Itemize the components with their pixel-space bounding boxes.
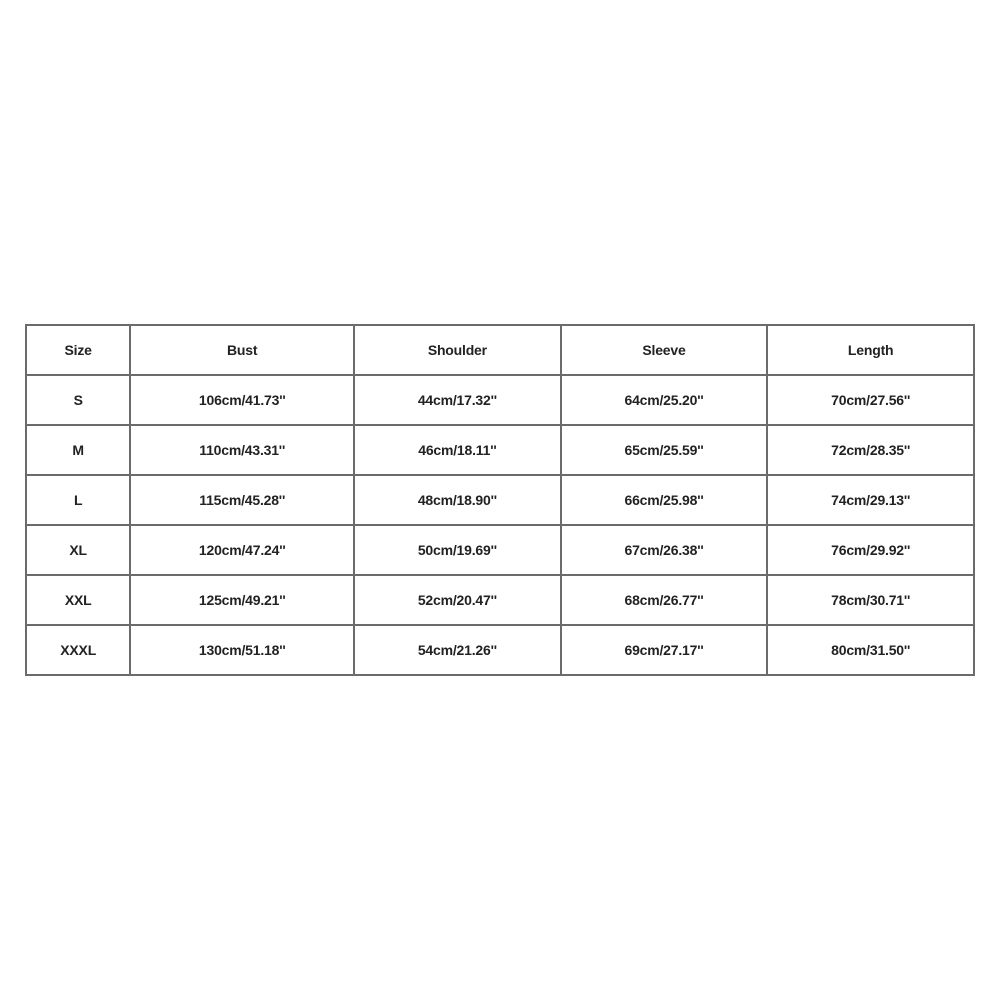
size-cell: XXXL xyxy=(26,625,130,675)
shoulder-cell: 50cm/19.69'' xyxy=(354,525,561,575)
header-shoulder: Shoulder xyxy=(354,325,561,375)
shoulder-cell: 52cm/20.47'' xyxy=(354,575,561,625)
size-chart-table xyxy=(25,324,975,676)
shoulder-cell: 54cm/21.26'' xyxy=(354,625,561,675)
bust-cell: 130cm/51.18'' xyxy=(130,625,354,675)
sleeve-cell: 69cm/27.17'' xyxy=(561,625,768,675)
length-cell: 76cm/29.92'' xyxy=(767,525,974,575)
sleeve-cell: 65cm/25.59'' xyxy=(561,425,768,475)
table-row xyxy=(26,425,974,475)
sleeve-cell: 64cm/25.20'' xyxy=(561,375,768,425)
header-size: Size xyxy=(26,325,130,375)
table-row xyxy=(26,575,974,625)
table-row xyxy=(26,475,974,525)
sleeve-cell: 66cm/25.98'' xyxy=(561,475,768,525)
length-cell: 74cm/29.13'' xyxy=(767,475,974,525)
length-cell: 80cm/31.50'' xyxy=(767,625,974,675)
header-row xyxy=(26,325,974,375)
sleeve-cell: 67cm/26.38'' xyxy=(561,525,768,575)
bust-cell: 106cm/41.73'' xyxy=(130,375,354,425)
size-cell: L xyxy=(26,475,130,525)
bust-cell: 120cm/47.24'' xyxy=(130,525,354,575)
bust-cell: 125cm/49.21'' xyxy=(130,575,354,625)
bust-cell: 110cm/43.31'' xyxy=(130,425,354,475)
table-row xyxy=(26,625,974,675)
shoulder-cell: 44cm/17.32'' xyxy=(354,375,561,425)
bust-cell: 115cm/45.28'' xyxy=(130,475,354,525)
size-cell: XL xyxy=(26,525,130,575)
size-cell: S xyxy=(26,375,130,425)
header-bust: Bust xyxy=(130,325,354,375)
shoulder-cell: 46cm/18.11'' xyxy=(354,425,561,475)
sleeve-cell: 68cm/26.77'' xyxy=(561,575,768,625)
shoulder-cell: 48cm/18.90'' xyxy=(354,475,561,525)
length-cell: 78cm/30.71'' xyxy=(767,575,974,625)
table-row xyxy=(26,525,974,575)
length-cell: 70cm/27.56'' xyxy=(767,375,974,425)
header-length: Length xyxy=(767,325,974,375)
size-cell: M xyxy=(26,425,130,475)
header-sleeve: Sleeve xyxy=(561,325,768,375)
length-cell: 72cm/28.35'' xyxy=(767,425,974,475)
table-row xyxy=(26,375,974,425)
size-cell: XXL xyxy=(26,575,130,625)
